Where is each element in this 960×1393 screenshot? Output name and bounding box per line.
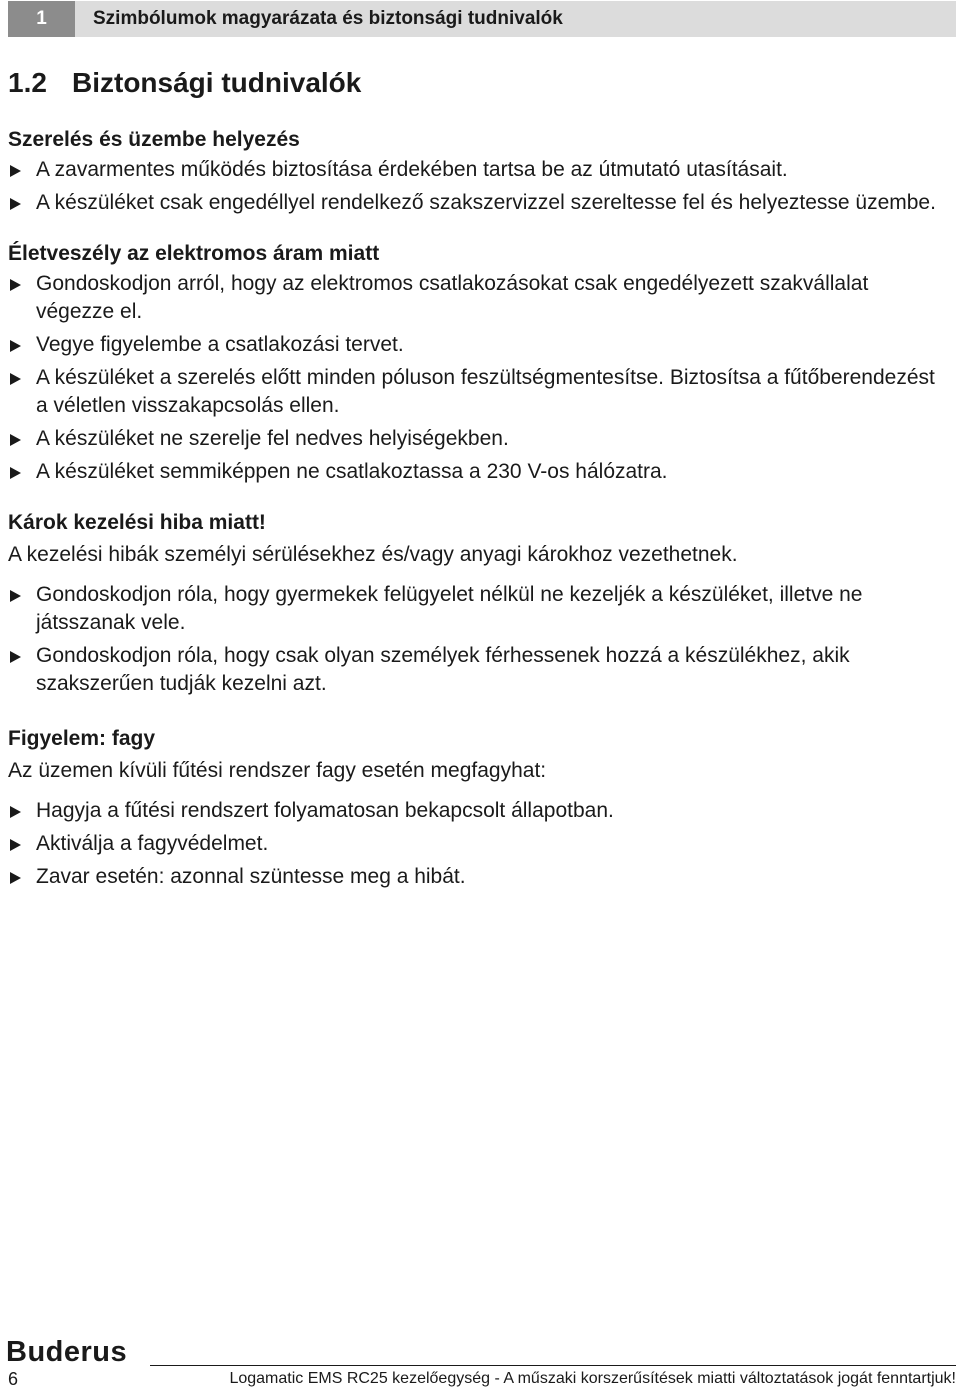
section-heading: [8, 67, 361, 99]
arrow-bullet-icon: [10, 467, 21, 479]
section-title: Biztonsági tudnivalók: [72, 67, 362, 98]
buderus-logo: Buderus: [6, 1336, 128, 1368]
list-item: Hagyja a fűtési rendszert folyamatosan bekapcsolt állapotban.: [8, 797, 952, 825]
frost-list: [8, 797, 952, 891]
list-item: A készüléket ne szerelje fel nedves helyiségekben.: [8, 425, 952, 453]
frost-heading: Figyelem: fagy: [8, 727, 156, 750]
list-item: A készüléket csak engedéllyel rendelkező szakszervizzel szereltesse fel és helyeztesse üzembe.: [8, 189, 952, 217]
arrow-bullet-icon: [10, 165, 21, 177]
footer-divider: [150, 1365, 956, 1366]
damage-intro: A kezelési hibák személyi sérülésekhez és/vagy anyagi károkhoz vezethetnek.: [8, 543, 738, 566]
list-item: Gondoskodjon róla, hogy csak olyan személyek férhessenek hozzá a készülékhez, akik szakszerűen tudják kezelni azt.: [8, 642, 952, 698]
chapter-header: [8, 1, 956, 37]
arrow-bullet-icon: [10, 434, 21, 446]
damage-heading: Károk kezelési hiba miatt!: [8, 511, 266, 534]
arrow-bullet-icon: [10, 340, 21, 352]
electric-list: [8, 270, 952, 486]
list-item: Aktiválja a fagyvédelmet.: [8, 830, 952, 858]
list-item: Gondoskodjon arról, hogy az elektromos csatlakozásokat csak engedélyezett szakvállalat végezze el.: [8, 270, 952, 326]
electric-heading: Életveszély az elektromos áram miatt: [8, 242, 380, 265]
chapter-number: 1: [8, 1, 75, 37]
list-item: A zavarmentes működés biztosítása érdekében tartsa be az útmutató utasításait.: [8, 156, 952, 184]
arrow-bullet-icon: [10, 198, 21, 210]
damage-list: [8, 581, 952, 698]
list-item: Vegye figyelembe a csatlakozási tervet.: [8, 331, 952, 359]
arrow-bullet-icon: [10, 806, 21, 818]
arrow-bullet-icon: [10, 839, 21, 851]
chapter-title: Szimbólumok magyarázata és biztonsági tudnivalók: [93, 8, 563, 29]
list-item: A készüléket a szerelés előtt minden póluson feszültségmentesítse. Biztosítsa a fűtőberendezést a véletlen visszakapcsolás ellen.: [8, 364, 952, 420]
section-number: 1.2: [8, 67, 47, 98]
safety-content: [8, 124, 952, 896]
arrow-bullet-icon: [10, 373, 21, 385]
list-item: Zavar esetén: azonnal szüntesse meg a hibát.: [8, 863, 952, 891]
frost-intro: Az üzemen kívüli fűtési rendszer fagy esetén megfagyhat:: [8, 759, 547, 782]
arrow-bullet-icon: [10, 872, 21, 884]
install-list: [8, 156, 952, 217]
page-number: 6: [8, 1369, 19, 1389]
footer-disclaimer: Logamatic EMS RC25 kezelőegység - A műszaki korszerűsítések miatti változtatások jogát fenntartjuk!: [229, 1370, 956, 1387]
install-heading: Szerelés és üzembe helyezés: [8, 128, 300, 151]
arrow-bullet-icon: [10, 590, 21, 602]
list-item: A készüléket semmiképpen ne csatlakoztassa a 230 V-os hálózatra.: [8, 458, 952, 486]
list-item: Gondoskodjon róla, hogy gyermekek felügyelet nélkül ne kezeljék a készüléket, illetve ne játsszanak vele.: [8, 581, 952, 637]
arrow-bullet-icon: [10, 651, 21, 663]
arrow-bullet-icon: [10, 279, 21, 291]
